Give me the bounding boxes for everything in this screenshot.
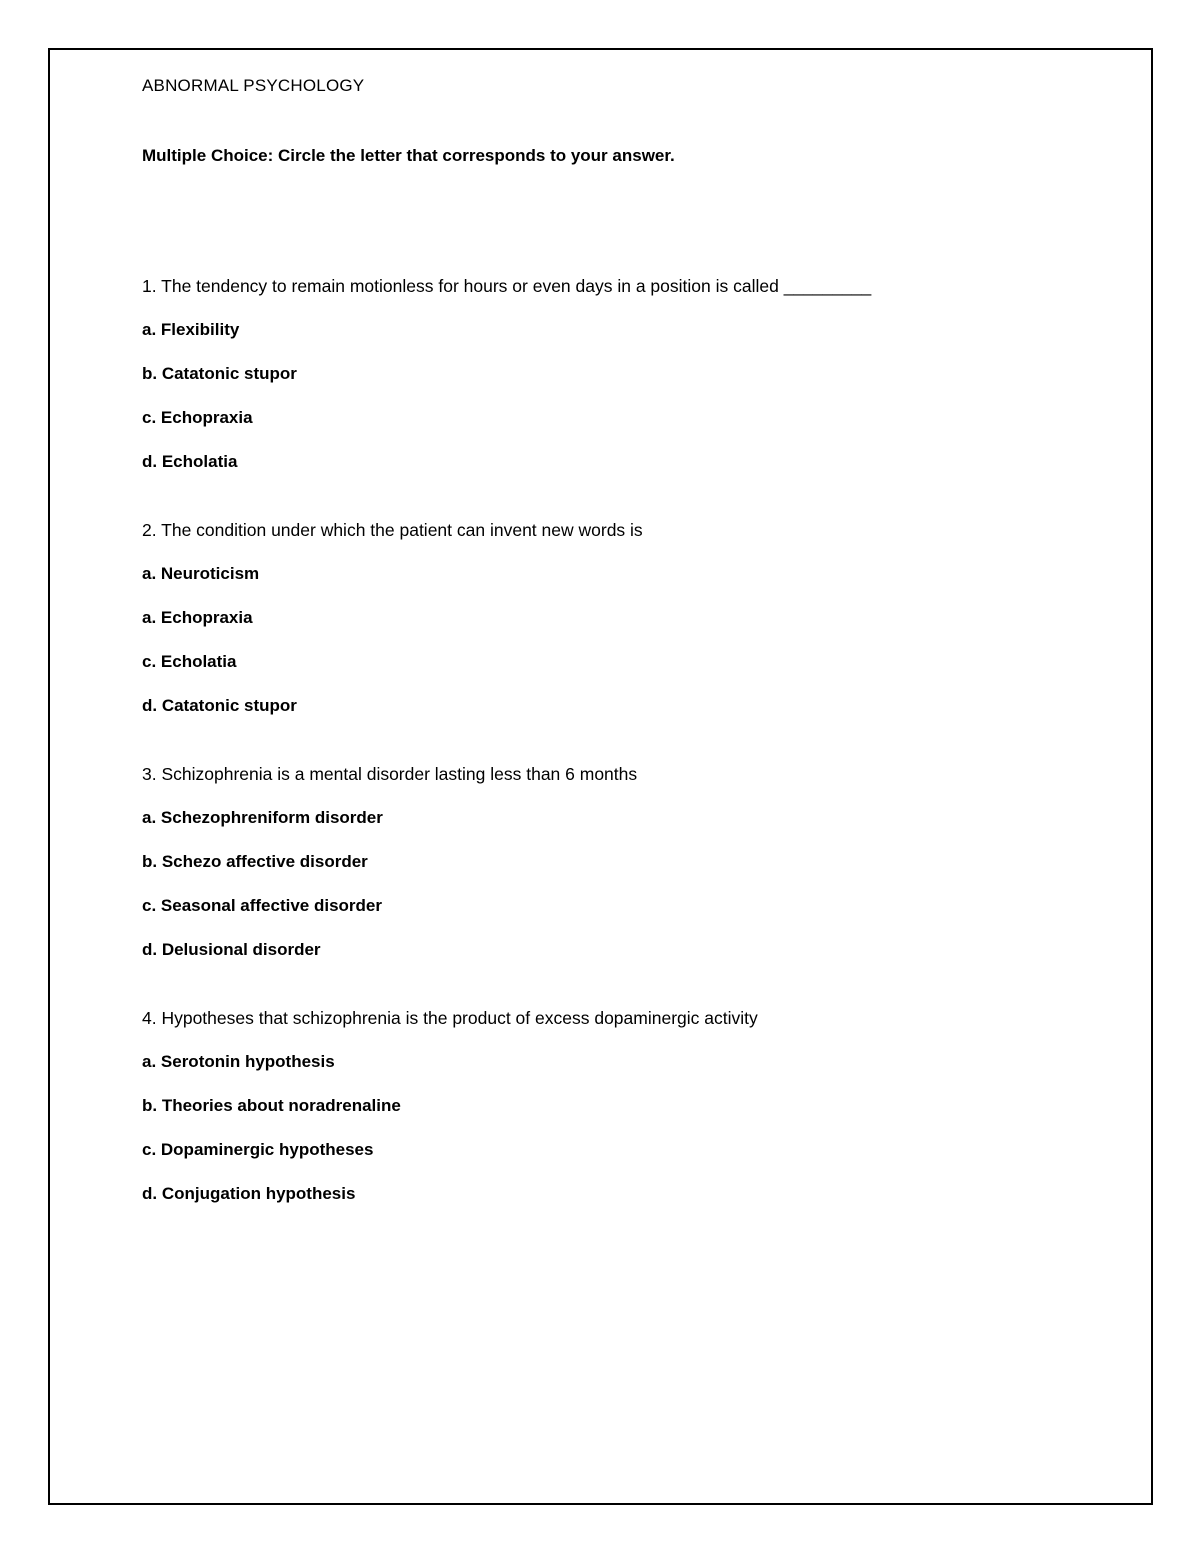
answer-option: d. Conjugation hypothesis [142,1184,356,1203]
instructions: Multiple Choice: Circle the letter that corresponds to your answer. [142,146,675,165]
answer-option: a. Neuroticism [142,564,260,583]
answer-option: a. Echopraxia [142,608,253,627]
answer-option: c. Echolatia [142,652,237,671]
answer-option: b. Theories about noradrenaline [142,1096,401,1115]
question-text: 2. The condition under which the patient can invent new words is [142,520,643,540]
question-text: 1. The tendency to remain motionless for hours or even days in a position is called _________ [142,276,872,296]
question-4 [142,1006,1102,1206]
answer-option: d. Echolatia [142,452,238,471]
answer-option: a. Schezophreniform disorder [142,808,383,827]
answer-option: c. Echopraxia [142,408,253,427]
question-text: 4. Hypotheses that schizophrenia is the product of excess dopaminergic activity [142,1008,758,1028]
answer-option: c. Seasonal affective disorder [142,896,382,915]
question-1 [142,274,1102,474]
answer-option: a. Serotonin hypothesis [142,1052,335,1071]
answer-option: b. Catatonic stupor [142,364,297,383]
answer-option: a. Flexibility [142,320,240,339]
answer-option: d. Delusional disorder [142,940,321,959]
question-3 [142,762,1102,962]
question-2 [142,518,1102,718]
document-body [142,74,1102,1206]
question-text: 3. Schizophrenia is a mental disorder lasting less than 6 months [142,764,638,784]
answer-option: c. Dopaminergic hypotheses [142,1140,374,1159]
answer-option: d. Catatonic stupor [142,696,297,715]
document-title: ABNORMAL PSYCHOLOGY [142,76,365,95]
answer-option: b. Schezo affective disorder [142,852,368,871]
